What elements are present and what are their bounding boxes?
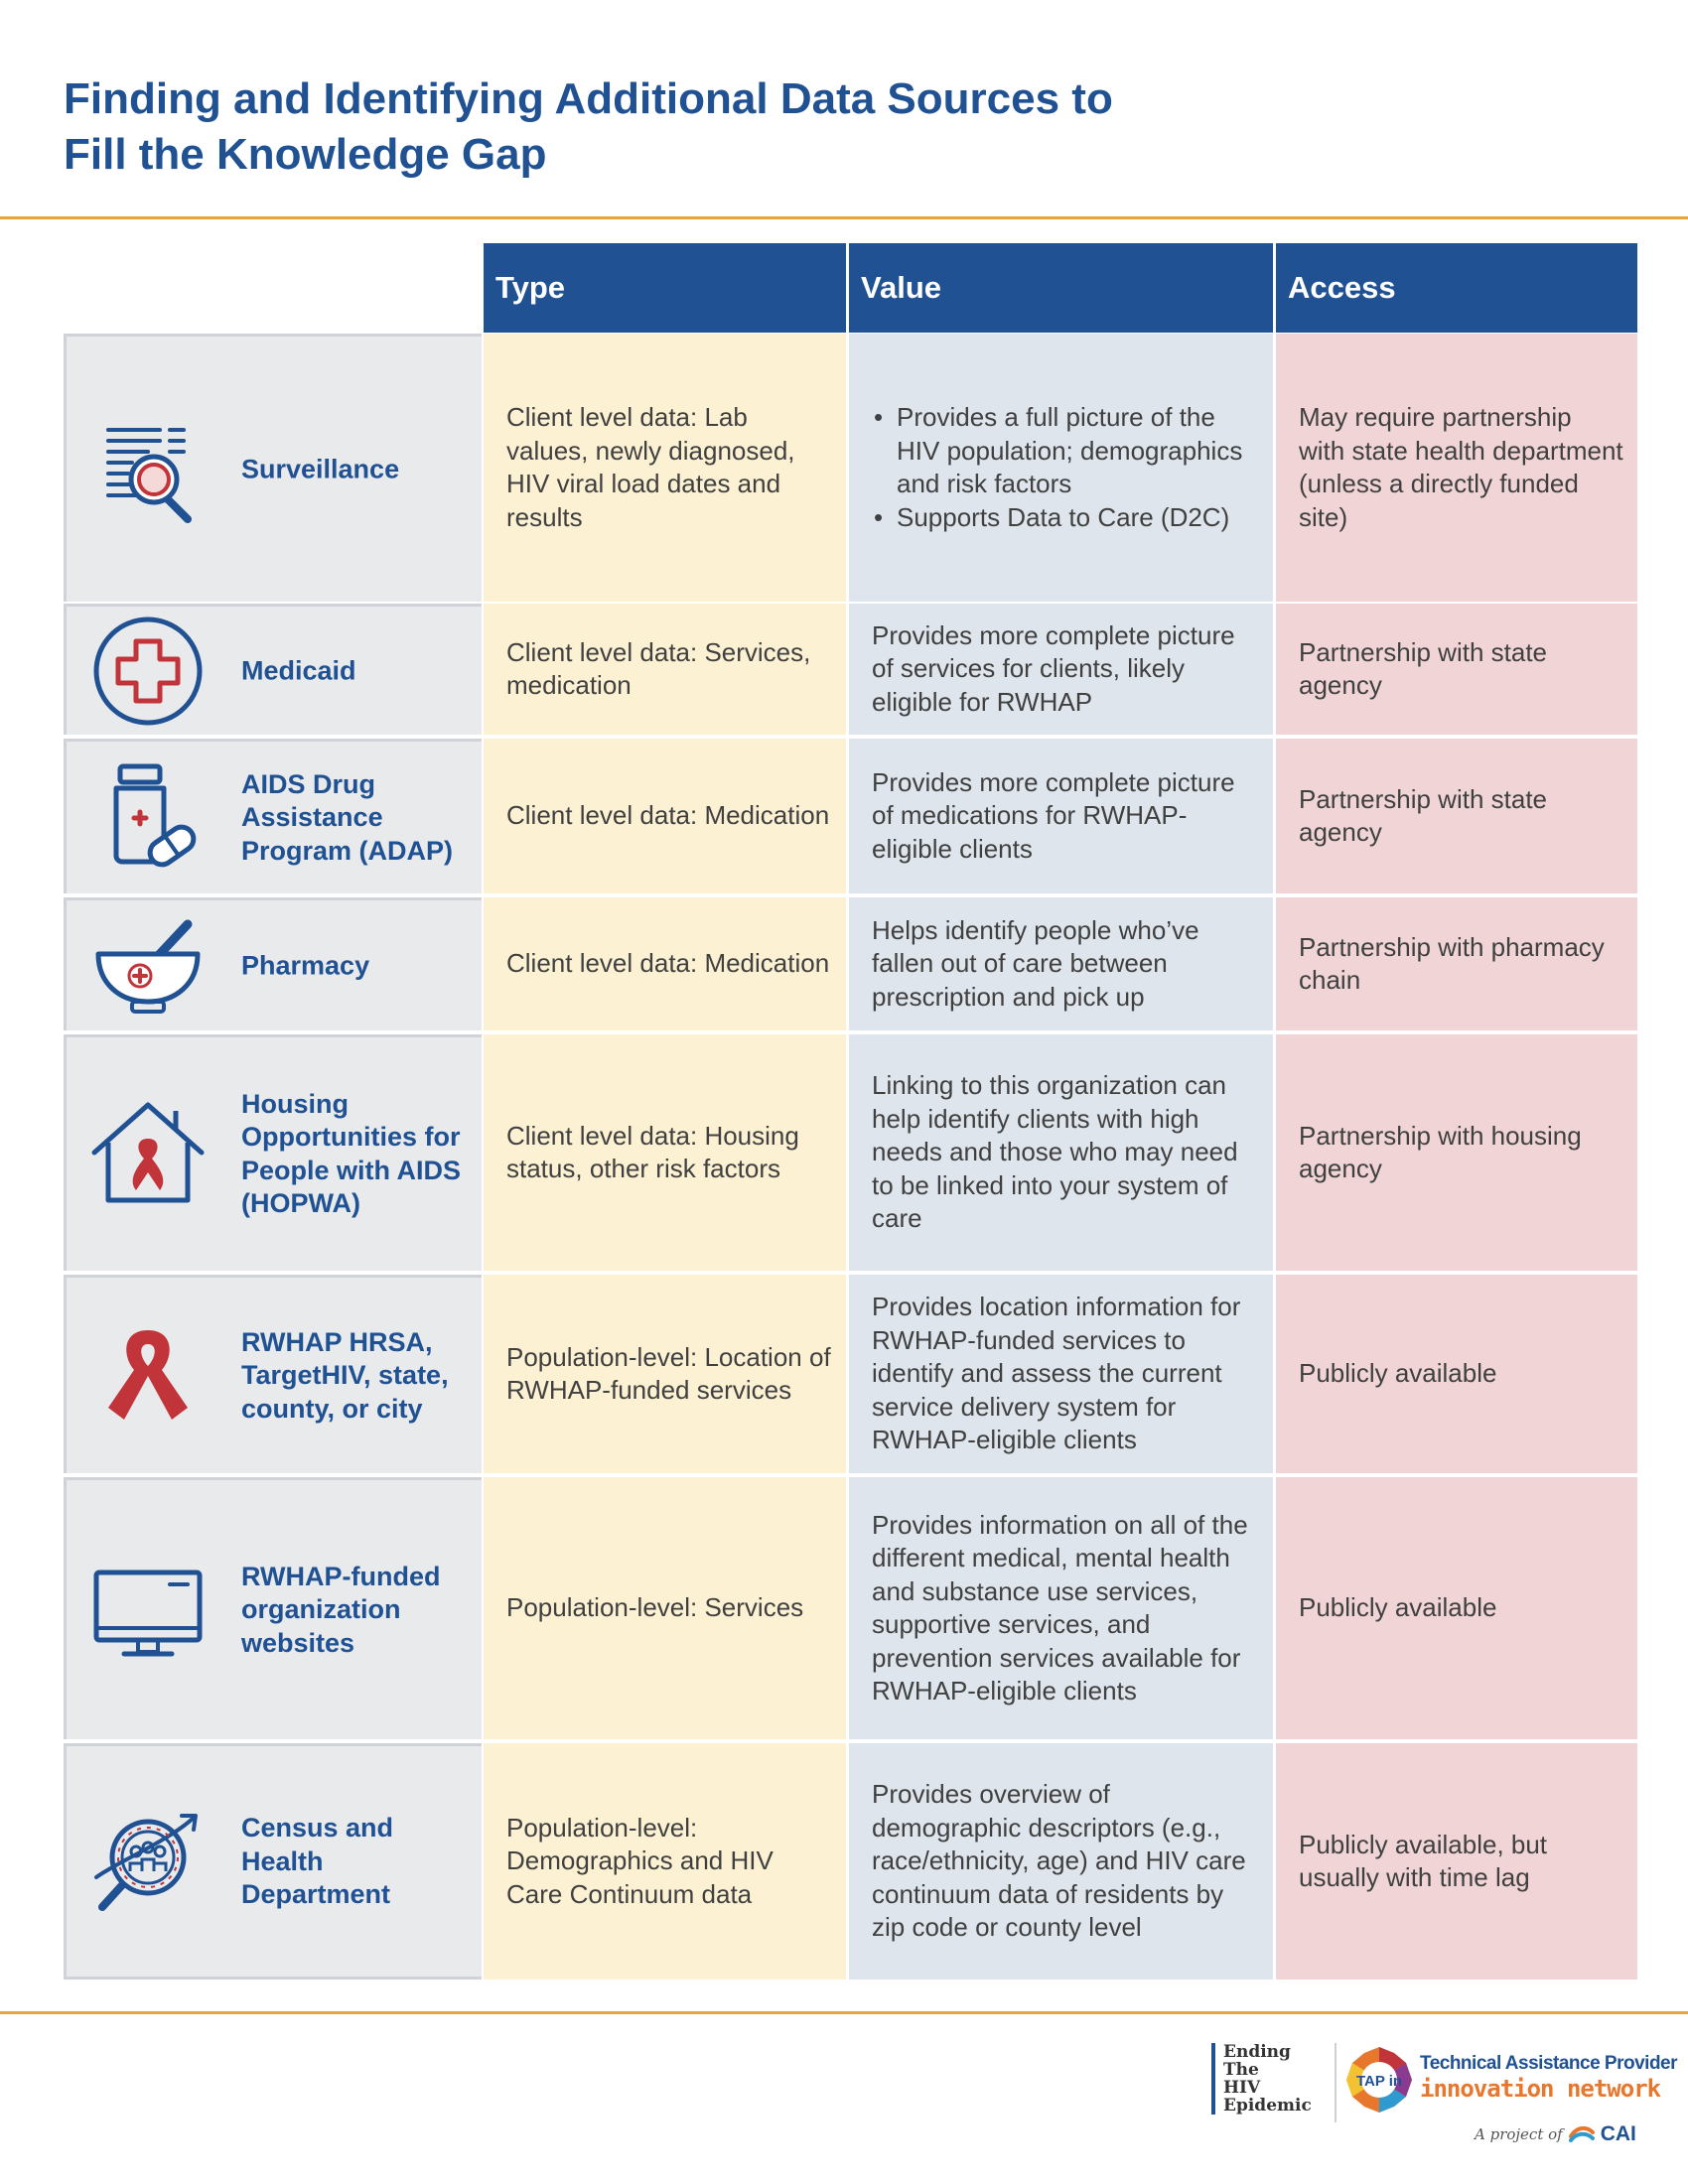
value-cell: [849, 334, 1273, 602]
tap-in-logo-icon: [1344, 2045, 1414, 2115]
table-row-rwhap-websites: [64, 1477, 1637, 1739]
tap-badge-text: TAP in: [1355, 2073, 1403, 2090]
value-cell: Linking to this organization can help identify clients with high needs and those who may need to be linked into your system of care: [849, 1034, 1273, 1271]
value-bullet: • Supports Data to Care (D2C): [872, 501, 1259, 535]
tap-line-1: Technical Assistance Provider: [1420, 2053, 1678, 2074]
table-row-census: [64, 1743, 1637, 1979]
column-header-access: Access: [1276, 243, 1637, 333]
tap-line-2: innovation network: [1420, 2075, 1661, 2103]
value-bullet: • Provides a full picture of the HIV population; demographics and risk factors: [872, 401, 1259, 501]
type-cell: Population-level: Services: [484, 1477, 846, 1739]
value-cell: Provides more complete picture of services for clients, likely eligible for RWHAP: [849, 604, 1273, 735]
computer-monitor-icon: [88, 1551, 208, 1670]
access-cell: Publicly available, but usually with time lag: [1276, 1743, 1637, 1979]
row-label-cell: [64, 1743, 482, 1979]
magnifier-document-icon: [88, 410, 208, 529]
type-cell: Population-level: Location of RWHAP-funded services: [484, 1275, 846, 1473]
value-cell: Provides information on all of the different medical, mental health and substance use services, supportive services, and prevention services available for RWHAP-eligible clients: [849, 1477, 1273, 1739]
page-title-line-2: Fill the Knowledge Gap: [64, 130, 547, 179]
pill-bottle-icon: [88, 758, 208, 878]
row-label: RWHAP HRSA, TargetHIV, state, county, or city: [241, 1326, 449, 1424]
page-title: [64, 71, 1113, 183]
value-cell: Helps identify people who’ve fallen out of care between prescription and pick up: [849, 897, 1273, 1030]
eti-line: Ending: [1223, 2042, 1291, 2062]
type-cell: Client level data: Housing status, other risk factors: [484, 1034, 846, 1271]
row-label: Pharmacy: [241, 949, 370, 980]
access-cell: Partnership with state agency: [1276, 739, 1637, 893]
cai-name: CAI: [1600, 2122, 1636, 2145]
row-label-cell: [64, 739, 482, 893]
type-cell: Population-level: Demographics and HIV Care Continuum data: [484, 1743, 846, 1979]
ending-the-hiv-epidemic-logo: [1211, 2043, 1312, 2115]
access-cell: Publicly available: [1276, 1477, 1637, 1739]
bottom-divider: [0, 2011, 1688, 2014]
top-divider: [0, 216, 1688, 219]
value-cell: Provides location information for RWHAP-funded services to identify and assess the current service delivery system for RWHAP-eligible clients: [849, 1275, 1273, 1473]
row-label: Housing Opportunities for People with AIDS (HOPWA): [241, 1088, 462, 1218]
mortar-pestle-icon: [88, 906, 208, 1025]
population-magnifier-icon: [88, 1802, 208, 1921]
table-row-pharmacy: [64, 897, 1637, 1030]
page-title-line-1: Finding and Identifying Additional Data Sources to: [64, 74, 1113, 123]
value-cell: Provides more complete picture of medications for RWHAP-eligible clients: [849, 739, 1273, 893]
access-cell: Publicly available: [1276, 1275, 1637, 1473]
tap-in-name: [1420, 2053, 1677, 2103]
row-label-cell: [64, 604, 482, 735]
house-ribbon-icon: [88, 1095, 208, 1214]
table-row-hopwa: [64, 1034, 1637, 1271]
eti-line: The: [1223, 2060, 1259, 2080]
table-row-medicaid: [64, 604, 1637, 735]
cai-prefix: A project of: [1475, 2125, 1563, 2143]
type-cell: Client level data: Lab values, newly diagnosed, HIV viral load dates and results: [484, 334, 846, 602]
table-row-rwhap-hrsa: [64, 1275, 1637, 1473]
access-cell: Partnership with housing agency: [1276, 1034, 1637, 1271]
value-bullet-list: [872, 401, 1259, 534]
table-row-surveillance: [64, 334, 1637, 602]
column-header-value: Value: [849, 243, 1273, 333]
type-cell: Client level data: Medication: [484, 897, 846, 1030]
footer-divider: [1335, 2043, 1336, 2122]
row-label-cell: [64, 897, 482, 1030]
value-cell: Provides overview of demographic descriptors (e.g., race/ethnicity, age) and HIV care continuum data of residents by zip code or county level: [849, 1743, 1273, 1979]
row-label-cell: [64, 1477, 482, 1739]
column-header-type: Type: [484, 243, 846, 333]
access-cell: Partnership with pharmacy chain: [1276, 897, 1637, 1030]
row-label-cell: [64, 1275, 482, 1473]
row-label: RWHAP-funded organization websites: [241, 1561, 441, 1658]
row-label: AIDS Drug Assistance Program (ADAP): [241, 768, 454, 866]
access-cell: Partnership with state agency: [1276, 604, 1637, 735]
type-cell: Client level data: Medication: [484, 739, 846, 893]
red-ribbon-icon: [88, 1316, 208, 1435]
eti-line: Epidemic: [1223, 2096, 1312, 2116]
medical-cross-icon: [88, 612, 208, 731]
row-label-cell: [64, 1034, 482, 1271]
row-label: Medicaid: [241, 654, 356, 685]
row-label: Surveillance: [241, 453, 400, 483]
row-label-cell: [64, 334, 482, 602]
row-label: Census and Health Department: [241, 1812, 394, 1909]
access-cell: May require partnership with state health department (unless a directly funded site): [1276, 334, 1637, 602]
cai-logo-icon: [1569, 2124, 1595, 2144]
cai-credit: [1475, 2122, 1636, 2146]
type-cell: Client level data: Services, medication: [484, 604, 846, 735]
eti-line: HIV: [1223, 2078, 1261, 2098]
table-row-adap: [64, 739, 1637, 893]
